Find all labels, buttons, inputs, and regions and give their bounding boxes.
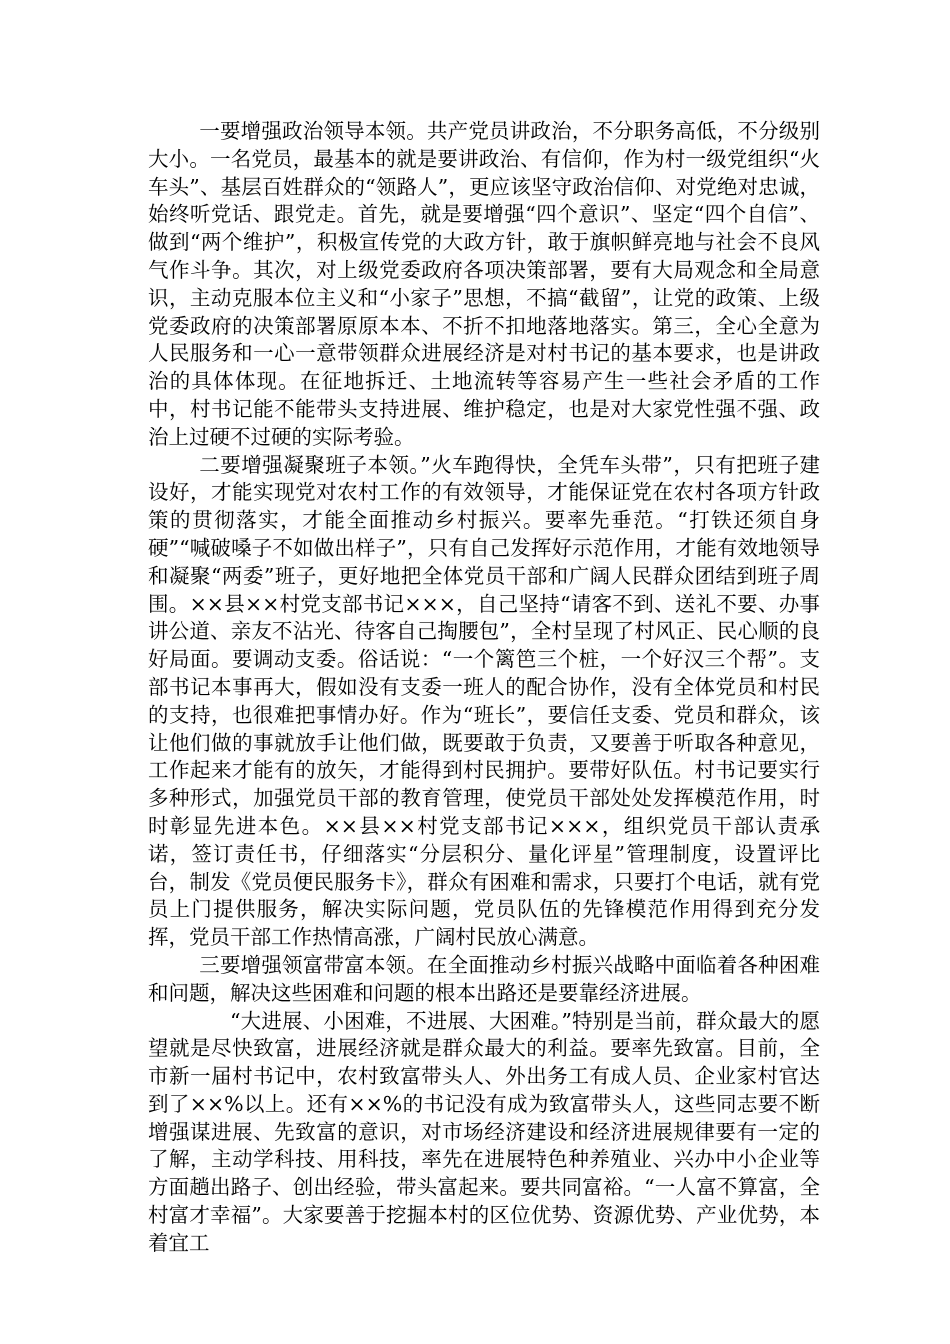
paragraph-development: “大进展、小困难，不进展、大困难。”特别是当前，群众最大的愿望就是尽快致富，进展经济就是群众最大的利益。要率先致富。目前，全市新一届村书记中，农村致富带头人、外出务工有成人员、企业家村官达到了××%以上。还有××%的书记没有成为致富带头人，这些同志要不断增强谋进展、先致富的意识，对市场经济建设和经济进展规律要有一定的了解，主动学科技、用科技，率先在进展特色种养殖业、兴办中小企业等方面趟出路子、创出经验，带头富起来。要共同富裕。“一人富不算富，全村富才幸福”。大家要善于挖掘本村的区位优势、资源优势、产业优势，本着宜工 xyxy=(148,1008,820,1255)
paragraph-team-cohesion: 二要增强凝聚班子本领。”火车跑得快，全凭车头带”，只有把班子建设好，才能实现党对农村工作的有效领导，才能保证党在农村各项方针政策的贯彻落实，才能全面推动乡村振兴。要率先垂范。“打铁还须自身硬”“喊破嗓子不如做出样子”，只有自己发挥好示范作用，才能有效地领导和凝聚“两委”班子，更好地把全体党员干部和广阔人民群众团结到班子周围。××县××村党支部书记×××，自己坚持“请客不到、送礼不要、办事讲公道、亲友不沾光、待客自己掏腰包”，全村呈现了村风正、民心顺的良好局面。要调动支委。俗话说：“一个篱笆三个桩，一个好汉三个帮”。支部书记本事再大，假如没有支委一班人的配合协作，没有全体党员和村民的支持，也很难把事情办好。作为“班长”，要信任支委、党员和群众，该让他们做的事就放手让他们做，既要敢于负责，又要善于听取各种意见，工作起来才能有的放矢，才能得到村民拥护。要带好队伍。村书记要实行多种形式，加强党员干部的教育管理，使党员干部处处发挥模范作用，时时彰显先进本色。××县××村党支部书记×××，组织党员干部认责承诺，签订责任书，仔细落实“分层积分、量化评星”管理制度，设置评比台，制发《党员便民服务卡》，群众有困难和需求，只要打个电话，就有党员上门提供服务，解决实际问题，党员队伍的先锋模范作用得到充分发挥，党员干部工作热情高涨，广阔村民放心满意。 xyxy=(148,452,820,950)
paragraph-political-leadership: 一要增强政治领导本领。共产党员讲政治，不分职务高低，不分级别大小。一名党员，最基本的就是要讲政治、有信仰，作为村一级党组织“火车头”、基层百姓群众的“领路人”，更应该坚守政治信仰、对党绝对忠诚，始终听党话、跟党走。首先，就是要增强“四个意识”、坚定“四个自信”、做到“两个维护”，积极宣传党的大政方针，敢于旗帜鲜亮地与社会不良风气作斗争。其次，对上级党委政府各项决策部署，要有大局观念和全局意识，主动克服本位主义和“小家子”思想，不搞“截留”，让党的政策、上级党委政府的决策部署原原本本、不折不扣地落地落实。第三，全心全意为人民服务和一心一意带领群众进展经济是对村书记的基本要求，也是讲政治的具体体现。在征地拆迁、土地流转等容易产生一些社会矛盾的工作中，村书记能不能带头支持进展、维护稳定，也是对大家党性强不强、政治上过硬不过硬的实际考验。 xyxy=(148,119,820,449)
paragraph-leading-prosperity: 三要增强领富带富本领。在全面推动乡村振兴战略中面临着各种困难和问题，解决这些困难和问题的根本出路还是要靠经济进展。 xyxy=(148,952,820,1005)
document-body xyxy=(148,118,820,1258)
